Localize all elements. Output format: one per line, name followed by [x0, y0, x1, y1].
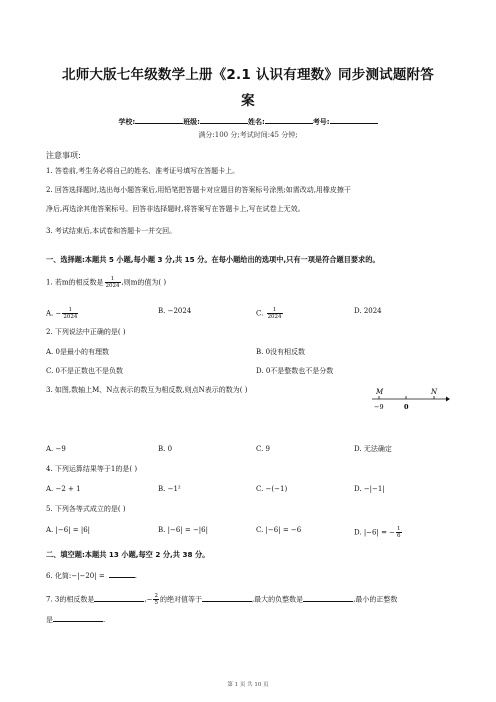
- notice-title: 注意事项:: [46, 151, 81, 160]
- notice-2a: 2. 回答选择题时,选出每小题答案后,用铅笔把答题卡对应题目的答案标号涂黑;如需改动,用橡皮擦干: [46, 186, 351, 194]
- q1-option-a: [46, 307, 79, 320]
- tick-label-neg9: −9: [374, 403, 384, 411]
- q1-a-text: A. −: [46, 309, 62, 318]
- q1-a-den: 2024: [63, 314, 78, 320]
- document-title: [30, 62, 466, 114]
- q5-option-c: C. |−6| = −6: [256, 526, 302, 534]
- q2-option-c: C. 0不是正数也不是负数: [46, 367, 124, 375]
- q3-option-c: C. 9: [256, 445, 271, 453]
- q3-option-d: D. 无法确定: [354, 445, 392, 453]
- question-2: 2. 下列说法中正确的是( ): [46, 328, 126, 336]
- name-label: 姓名:: [248, 118, 265, 126]
- q5-d-den: 6: [397, 533, 401, 539]
- q1-option-d: D. 2024: [354, 307, 382, 315]
- school-blank: [135, 116, 183, 124]
- q4-option-d: D. −|−1|: [354, 485, 385, 493]
- q1-c-fraction: [267, 307, 283, 320]
- q1-text-post: ,则m的值为( ): [121, 278, 167, 287]
- q6-answer-blank: [109, 570, 135, 578]
- q1-a-fraction: [62, 307, 78, 320]
- student-info-line: [0, 116, 496, 127]
- q1-c-num: 1: [267, 307, 283, 314]
- q1-c-den: 2024: [267, 314, 282, 320]
- q7-text-mid1: ,−: [144, 595, 153, 604]
- score-time-line: 满分:100 分;考试时间:45 分钟;: [198, 131, 298, 139]
- school-label: 学校:: [118, 118, 136, 126]
- q4-option-a: A. −2 + 1: [46, 485, 81, 493]
- point-m-label: M: [376, 388, 384, 396]
- q7-text-pre: 7. 3的相反数是: [46, 595, 95, 604]
- q7-text-mid2: 的绝对值等于: [159, 595, 202, 604]
- question-3: 3. 如图,数轴上M、N点表示的数互为相反数,则点N表示的数为( ): [46, 386, 248, 394]
- question-1: [46, 276, 166, 289]
- q7-frac-num: 2: [154, 593, 158, 599]
- q4-option-b: B. −1²: [158, 485, 181, 493]
- q5-option-a: A. |−6| = |6|: [46, 526, 91, 534]
- notice-3: 3. 考试结束后,本试卷和答题卡一并交回。: [46, 227, 177, 235]
- q7-blank-3: [303, 594, 353, 602]
- q1-c-text: C.: [256, 309, 266, 318]
- q7-text-mid3: ,最大的负整数是: [251, 595, 304, 604]
- q1-frac-num: 1: [105, 276, 121, 283]
- q5-d-num: 1: [397, 526, 401, 532]
- q7-blank-4: [53, 614, 106, 624]
- question-7-line-2: [46, 614, 105, 625]
- question-4: 4. 下列运算结果等于1的是( ): [46, 465, 138, 473]
- number-line-arrow: [446, 397, 450, 402]
- title-line-2: 案: [241, 93, 255, 109]
- page-footer: 第 1 页 共 10 页: [227, 682, 269, 688]
- q3-option-b: B. 0: [158, 445, 173, 453]
- number-line-figure: [370, 386, 450, 414]
- question-5: 5. 下列各等式成立的是( ): [46, 505, 126, 513]
- q7-blank-1: [94, 594, 144, 602]
- q5-option-d: [354, 526, 403, 539]
- q2-option-a: A. 0是最小的有理数: [46, 348, 109, 356]
- section-2-heading: 二、填空题:本题共 13 小题,每空 2 分,共 38 分。: [46, 550, 210, 559]
- q1-a-num: 1: [62, 307, 78, 314]
- class-blank: [200, 116, 248, 124]
- name-blank: [265, 116, 313, 124]
- notice-2b: 净后,再选涂其他答案标号。回答非选择题时,将答案写在答题卡上,写在试卷上无效。: [46, 205, 305, 213]
- q5-option-b: B. |−6| = −|6|: [158, 526, 208, 534]
- q3-option-a: A. −9: [46, 445, 66, 453]
- q7-line2-post: .: [103, 616, 106, 624]
- notice-1: 1. 答卷前,考生务必将自己的姓名、准考证号填写在答题卡上。: [46, 167, 240, 175]
- q5-d-fraction: [396, 526, 402, 539]
- q1-text-pre: 1. 若m的相反数是: [46, 278, 104, 287]
- q1-frac-den: 2024: [105, 283, 120, 289]
- exam-no-label: 考号:: [312, 118, 330, 126]
- q7-line2-pre: 是: [46, 616, 53, 624]
- q2-option-d: D. 0不是整数也不是分数: [256, 367, 334, 375]
- exam-no-blank: [330, 116, 378, 124]
- q7-blank-2: [202, 594, 252, 602]
- q1-fraction: [105, 276, 121, 289]
- question-7: [46, 593, 397, 606]
- q5-d-text: D. |−6| = −: [354, 528, 396, 537]
- point-n-label: N: [431, 388, 438, 396]
- q1-option-b: B. −2024: [158, 307, 192, 315]
- class-label: 班级:: [183, 118, 200, 126]
- q6-text-post: .: [134, 572, 137, 580]
- q7-frac-den: 5: [154, 600, 158, 606]
- q1-option-c: [256, 307, 284, 320]
- q6-text-pre: 6. 化简:−|−20| =: [46, 572, 105, 580]
- q2-option-b: B. 0没有相反数: [256, 348, 306, 356]
- q4-option-c: C. −(−1): [256, 485, 288, 493]
- section-1-heading: 一、选择题:本题共 5 小题,每小题 3 分,共 15 分。在每小题给出的选项中,只有一项是符合题目要求的。: [46, 255, 380, 264]
- question-6: [46, 570, 137, 581]
- title-line-1: 北师大版七年级数学上册《2.1 认识有理数》同步测试题附答: [62, 67, 434, 83]
- tick-label-zero: 0: [404, 403, 409, 411]
- q7-text-mid4: ,最小的正整数: [353, 595, 398, 604]
- q7-fraction: [153, 593, 159, 606]
